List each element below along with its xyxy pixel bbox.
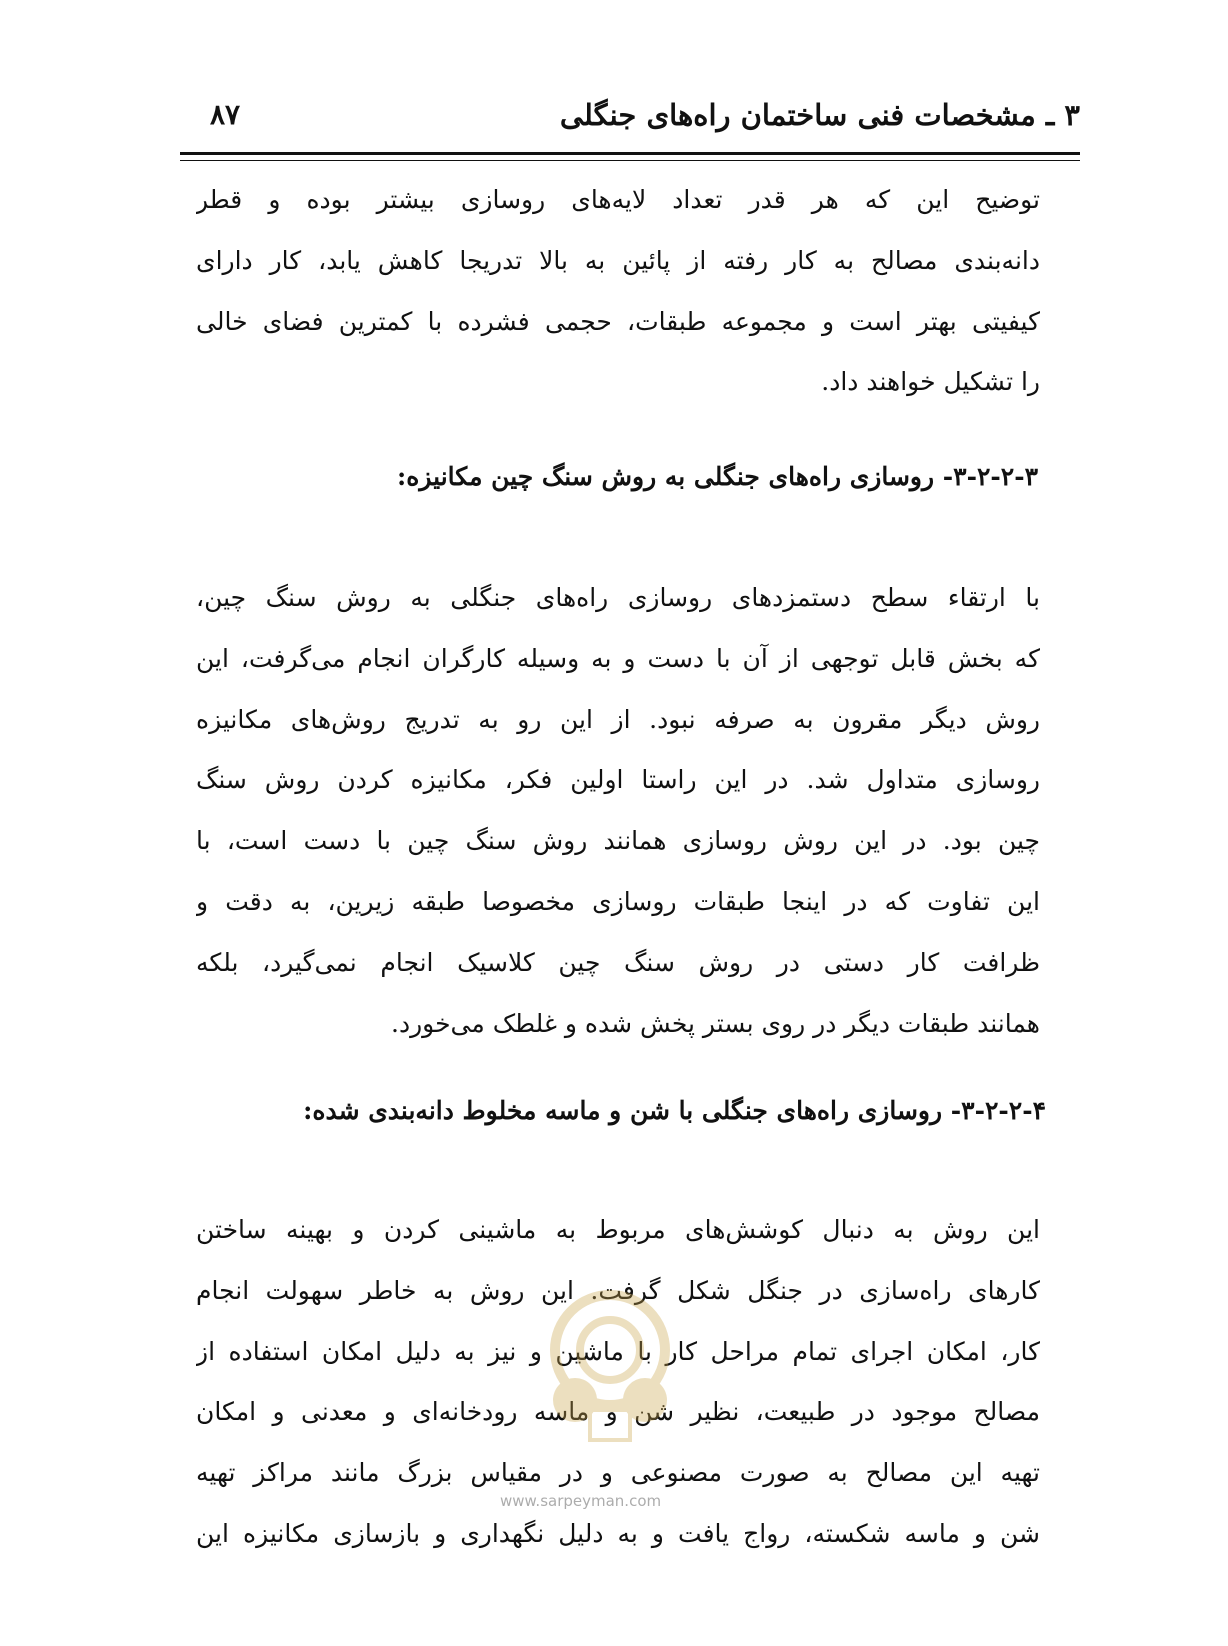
text-line: این روش به دنبال کوشش‌های مربوط به ماشینی کردن و بهینه ساختن (196, 1215, 1040, 1244)
text-line: همانند طبقات دیگر در روی بستر پخش شده و غلطک می‌خورد. (391, 1008, 1040, 1038)
page-header (180, 98, 1080, 148)
text-line: را تشکیل خواهند داد. (821, 367, 1040, 397)
text-line: کارهای راه‌سازی در جنگل شکل گرفت. این روش به خاطر سهولت انجام (196, 1275, 1040, 1305)
text-line: توضیح این که هر قدر تعداد لایه‌های روسازی بیشتر بوده و قطر (196, 185, 1040, 214)
section-heading-3-2-2-3: ۳-۲-۲-۳- روسازی راه‌های جنگلی به روش سنگ چین مکانیزه: (397, 462, 1038, 491)
header-rule-thick (180, 152, 1080, 155)
text-line: شن و ماسه شکسته، رواج یافت و به دلیل نگهداری و بازسازی مکانیزه این (196, 1518, 1040, 1548)
text-line: چین بود. در این روش روسازی همانند روش سنگ چین با دست است، با (196, 826, 1040, 856)
text-line: با ارتقاء سطح دستمزدهای روسازی راه‌های جنگلی به روش سنگ چین، (196, 583, 1040, 612)
text-line: این تفاوت که در اینجا طبقات روسازی مخصوصا طبقه زیرین، به دقت و (196, 886, 1040, 916)
page-number: ۸۷ (210, 98, 241, 131)
text-line: کیفیتی بهتر است و مجموعه طبقات، حجمی فشرده با کمترین فضای خالی (196, 306, 1040, 336)
text-line: تهیه این مصالح به صورت مصنوعی و در مقیاس بزرگ مانند مراکز تهیه (196, 1458, 1040, 1488)
text-line: که بخش قابل توجهی از آن با دست و به وسیله کارگران انجام می‌گرفت، این (196, 643, 1040, 673)
text-line: دانه‌بندی مصالح به کار رفته از پائین به بالا تدریجا کاهش یابد، کار دارای (196, 245, 1040, 275)
text-line: مصالح موجود در طبیعت، نظیر شن و ماسه رودخانه‌ای و معدنی و امکان (196, 1397, 1040, 1427)
paragraph-gravel-sand (196, 1200, 1040, 1565)
text-line: کار، امکان اجرای تمام مراحل کار با ماشین و نیز به دلیل امکان استفاده از (196, 1336, 1040, 1366)
paragraph-intro (196, 170, 1040, 413)
header-rule-thin (180, 160, 1080, 161)
watermark-text: www.sarpeyman.com (500, 1492, 662, 1510)
section-heading-3-2-2-4: ۳-۲-۲-۴- روسازی راه‌های جنگلی با شن و ماسه مخلوط دانه‌بندی شده: (303, 1096, 1046, 1125)
text-line: ظرافت کار دستی در روش سنگ چین کلاسیک انجام نمی‌گیرد، بلکه (196, 947, 1040, 977)
running-title: ۳ ـ مشخصات فنی ساختمان راه‌های جنگلی (559, 98, 1080, 132)
paragraph-mechanized-stone (196, 568, 1040, 1054)
text-line: روسازی متداول شد. در این راستا اولین فکر، مکانیزه کردن روش سنگ (196, 765, 1040, 795)
text-line: روش دیگر مقرون به صرفه نبود. از این رو به تدریج روش‌های مکانیزه (196, 704, 1040, 734)
